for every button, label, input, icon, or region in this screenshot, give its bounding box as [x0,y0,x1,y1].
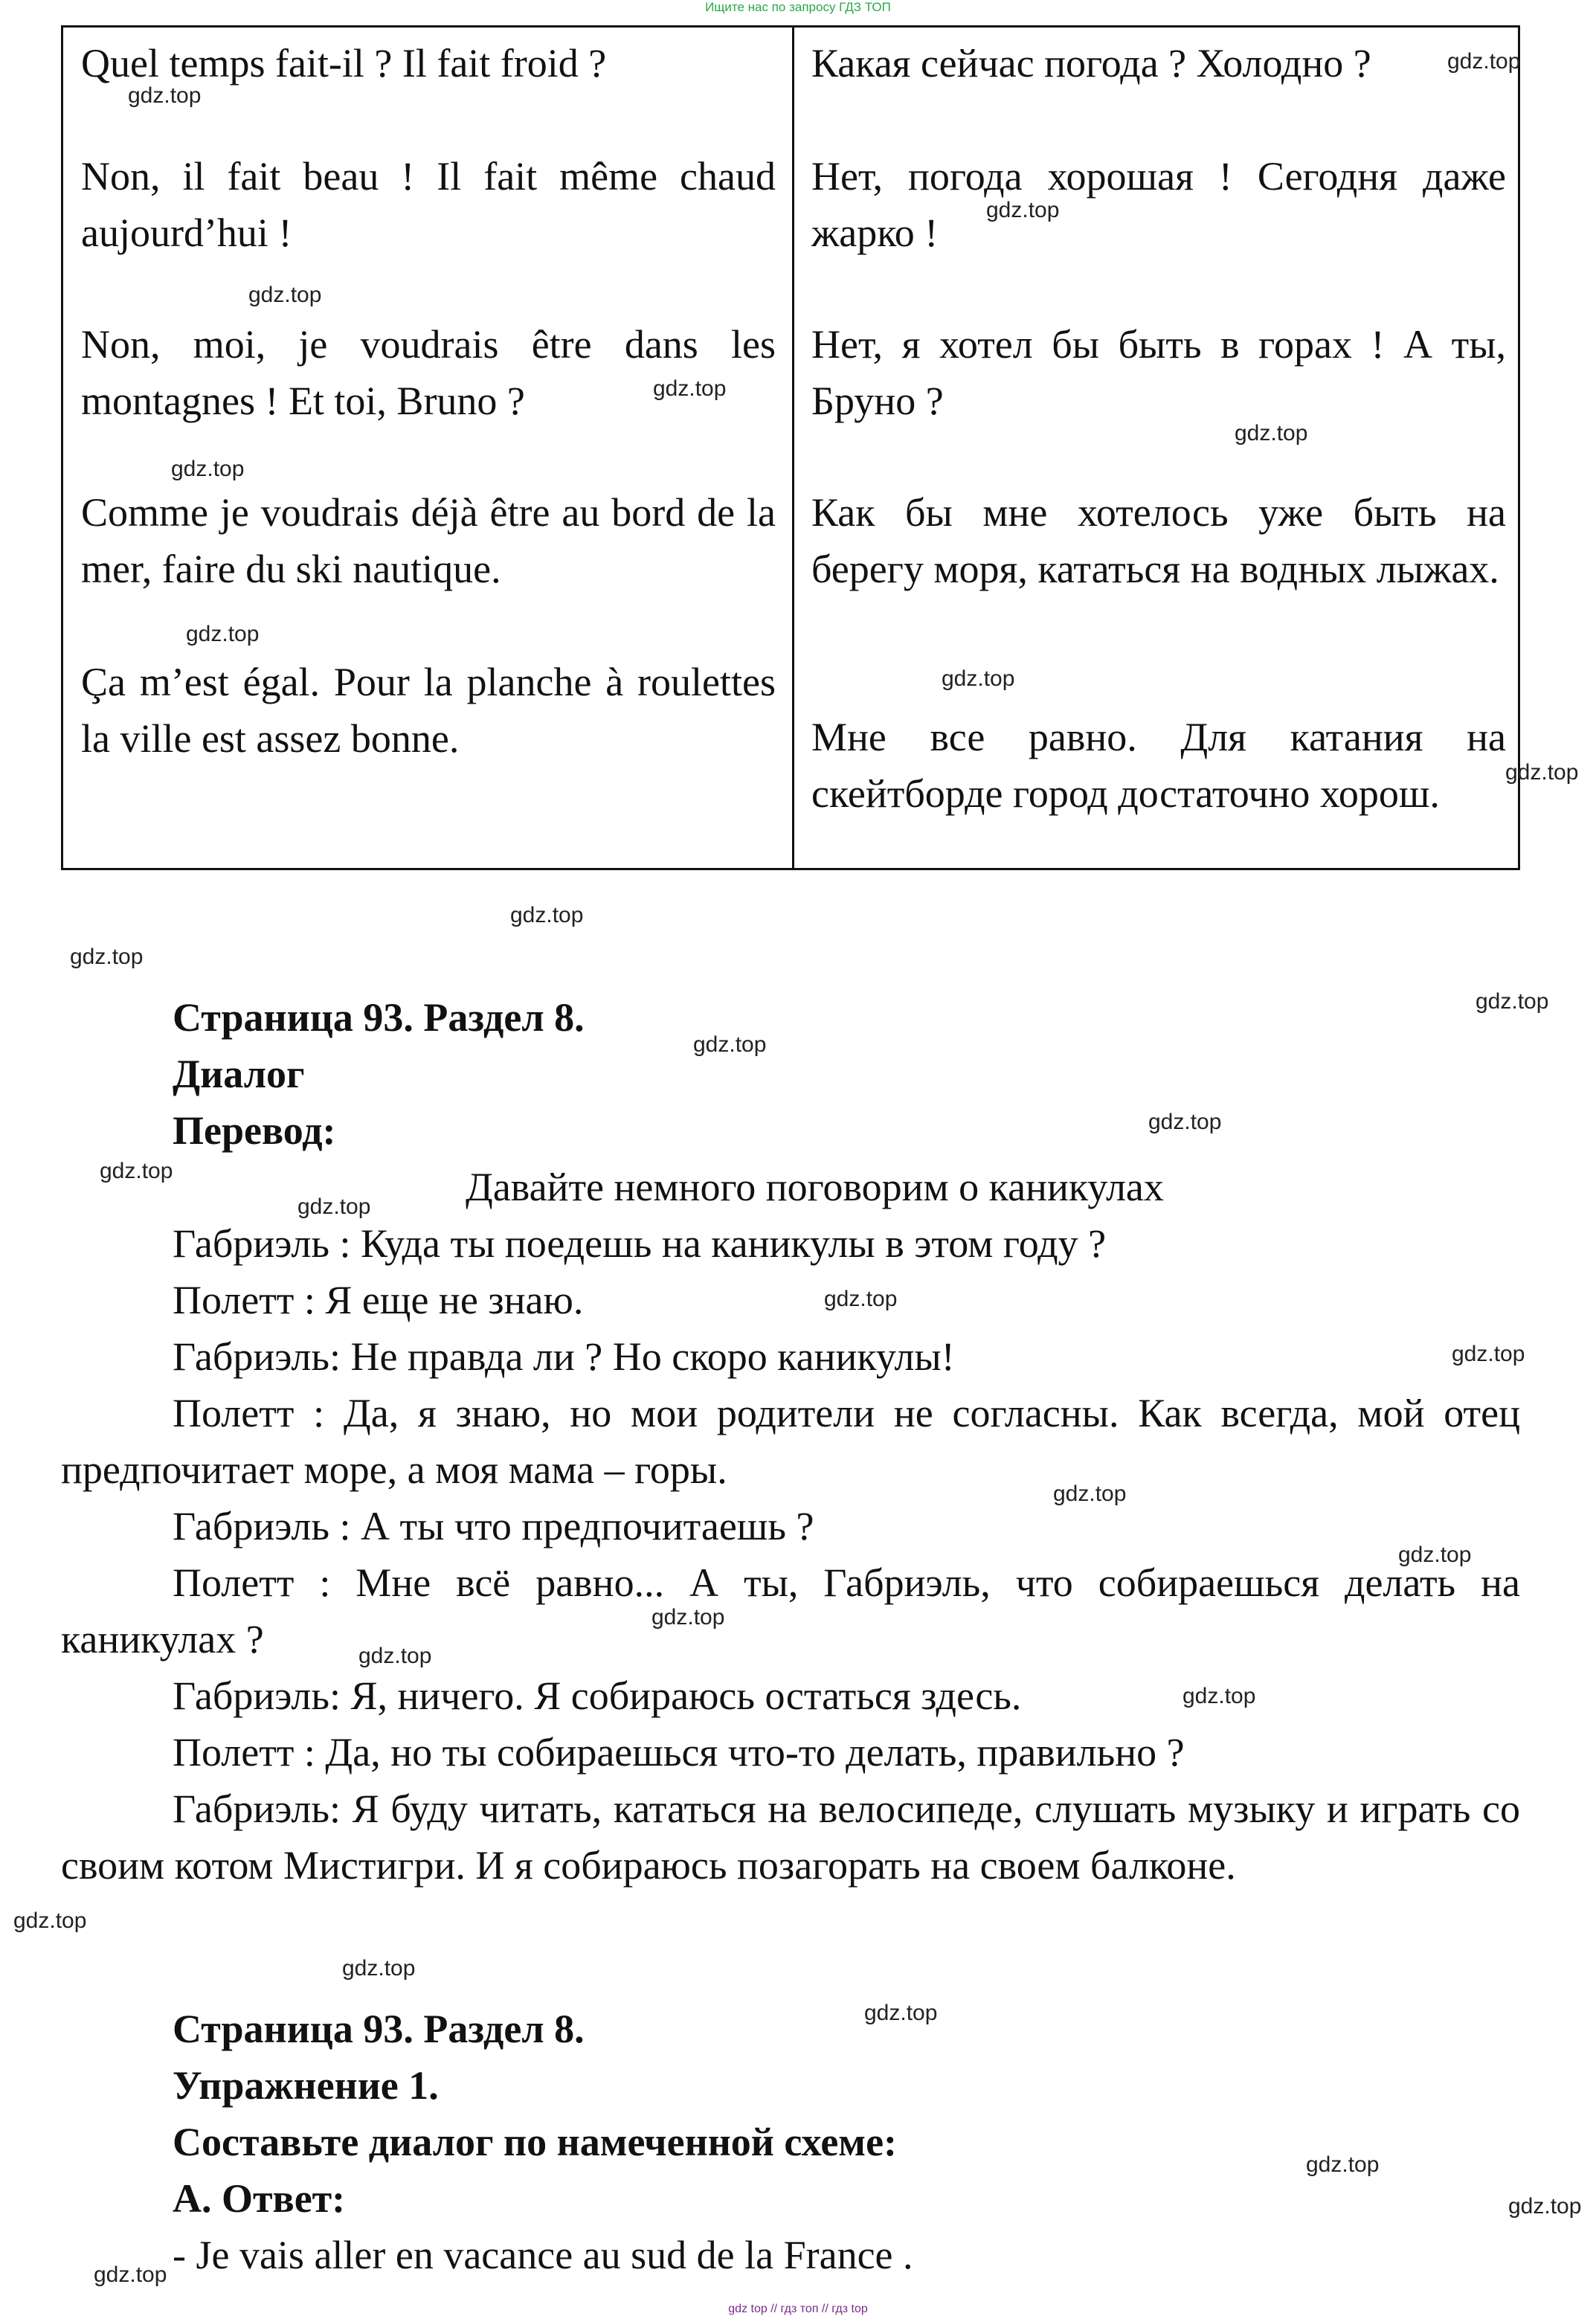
dialog-line: Полетт : Да, но ты собираешься что-то делать, правильно ? [173,1730,1185,1775]
watermark: gdz.top [248,283,322,307]
translation-label: Перевод: [173,1108,336,1153]
watermark: gdz.top [297,1194,371,1219]
watermark: gdz.top [510,903,584,927]
watermark: gdz.top [13,1908,87,1933]
table-cell-ru: Нет, погода хорошая ! Сегодня даже жарко ! [811,154,1506,255]
table-cell-fr: Comme je voudrais déjà être au bord de la mer, faire du ski nautique. [81,490,776,591]
dialog-line: Габриэль : Куда ты поедешь на каникулы в этом году ? [173,1221,1107,1266]
section-subheading: Диалог [173,1052,305,1096]
watermark: gdz.top [824,1287,898,1311]
watermark: gdz.top [94,2262,167,2287]
table-cell-fr: Non, il fait beau ! Il fait même chaud aujourd’hui ! [81,154,776,255]
dialog-line: Габриэль : А ты что предпочитаешь ? [173,1504,814,1548]
watermark: gdz.top [1306,2152,1380,2177]
watermark: gdz.top [186,622,260,646]
dialog-title: Давайте немного поговорим о каникулах [466,1165,1164,1209]
watermark: gdz.top [1476,989,1549,1014]
watermark: gdz.top [651,1605,725,1630]
task-heading: Составьте диалог по намеченной схеме: [173,2120,898,2164]
watermark: gdz.top [100,1159,173,1183]
answer-line: - Je vais aller en vacance au sud de la France . [173,2233,913,2277]
watermark: gdz.top [1447,49,1521,74]
dialog-line: Габриэль: Я буду читать, кататься на велосипеде, слушать музыку и играть со своим котом Мистигри. И я собираюсь позагорать на своем балконе. [61,1786,1520,1888]
dialog-line: Габриэль: Я, ничего. Я собираюсь остаться здесь. [173,1673,1022,1718]
watermark: gdz.top [1398,1543,1472,1567]
dialog-line: Полетт : Да, я знаю, но мои родители не согласны. Как всегда, мой отец предпочитает море, а моя мама – горы. [61,1391,1520,1492]
top-note: Ищите нас по запросу ГДЗ ТОП [705,0,891,14]
watermark: gdz.top [128,83,202,108]
watermark: gdz.top [358,1644,432,1668]
table-cell-ru: Нет, я хотел бы быть в горах ! А ты, Бруно ? [811,322,1506,423]
table-cell-ru: Как бы мне хотелось уже быть на берегу моря, кататься на водных лыжах. [811,490,1506,591]
watermark: gdz.top [1182,1684,1256,1708]
watermark: gdz.top [693,1032,767,1057]
table-cell-fr: Non, moi, je voudrais être dans les montagnes ! Et toi, Bruno ? [81,322,776,423]
watermark: gdz.top [1452,1342,1525,1366]
dialog-line: Полетт : Мне всё равно... А ты, Габриэль, что собираешься делать на каникулах ? [61,1560,1520,1662]
watermark: gdz.top [171,457,245,481]
watermark: gdz.top [864,2001,938,2025]
table-cell-fr: Ça m’est égal. Pour la planche à roulettes la ville est assez bonne. [81,660,776,761]
watermark: gdz.top [653,376,727,401]
watermark: gdz.top [1235,421,1308,445]
watermark: gdz.top [1505,760,1579,785]
table-column-divider [792,28,794,868]
section-heading: Страница 93. Раздел 8. [173,2007,585,2051]
table-cell-ru: Мне все равно. Для катания на скейтборде город достаточно хорош. [811,715,1506,816]
dialog-line: Полетт : Я еще не знаю. [173,1278,584,1322]
table-cell-ru: Какая сейчас погода ? Холодно ? [811,41,1371,86]
watermark: gdz.top [1148,1110,1222,1134]
watermark: gdz.top [942,666,1015,691]
bottom-note: gdz top // гдз топ // гдз top [728,2303,868,2315]
watermark: gdz.top [1053,1482,1127,1506]
watermark: gdz.top [342,1956,416,1981]
watermark: gdz.top [1508,2194,1582,2219]
table-cell-fr: Quel temps fait-il ? Il fait froid ? [81,41,607,86]
dialog-line: Габриэль: Не правда ли ? Но скоро каникулы! [173,1334,955,1379]
answer-label: А. Ответ: [173,2176,346,2221]
exercise-heading: Упражнение 1. [173,2063,439,2108]
section-heading: Страница 93. Раздел 8. [173,995,585,1040]
watermark: gdz.top [986,198,1060,222]
translation-table [61,25,1520,870]
watermark: gdz.top [70,945,144,969]
